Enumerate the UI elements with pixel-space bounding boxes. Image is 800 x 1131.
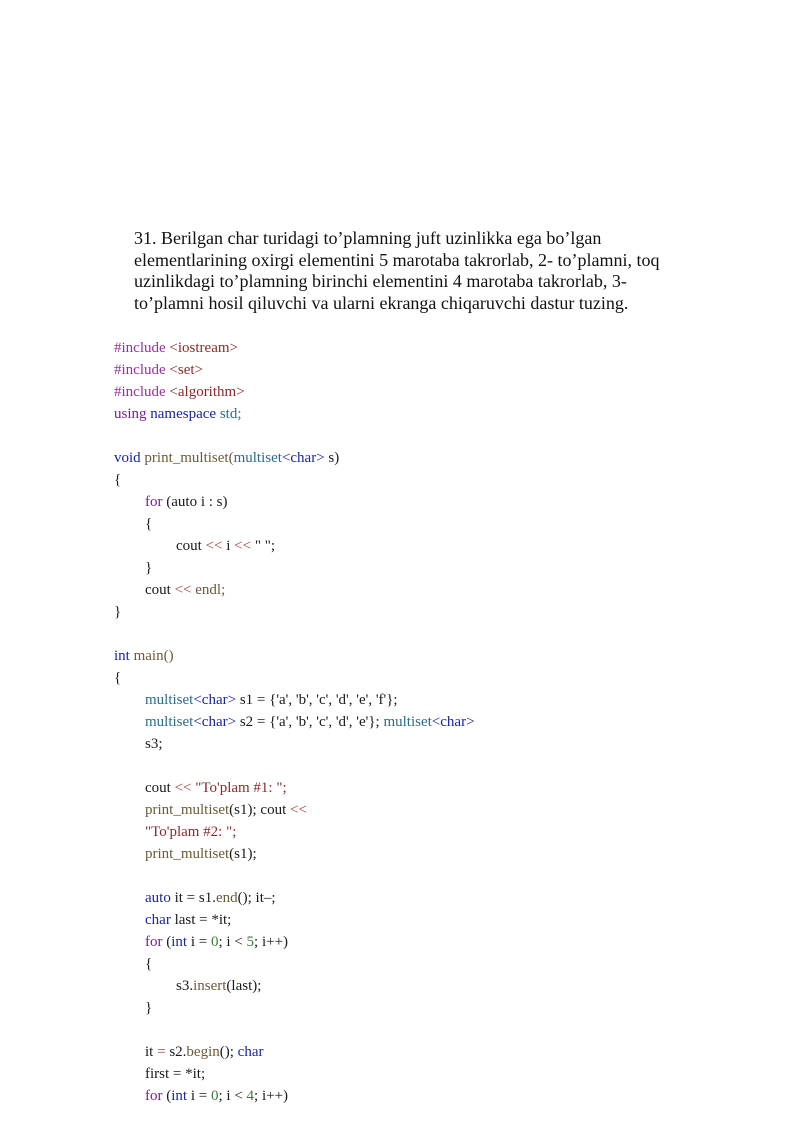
type-name: <char> xyxy=(431,714,475,730)
function-name: print_multiset xyxy=(145,802,230,818)
code-line xyxy=(114,601,475,623)
brace: { xyxy=(145,956,153,972)
code-line xyxy=(114,469,475,491)
code-line xyxy=(114,821,475,843)
code-text: i xyxy=(222,538,235,554)
code-blank-line xyxy=(114,755,475,777)
brace: { xyxy=(114,472,122,488)
type-name: multiset xyxy=(383,714,432,730)
code-text: s1 = {'a', 'b', 'c', 'd', 'e', 'f'}; xyxy=(236,692,398,708)
code-text: " "; xyxy=(251,538,276,554)
code-line xyxy=(114,997,475,1019)
code-line xyxy=(114,1063,475,1085)
code-line xyxy=(114,579,475,601)
operator: << xyxy=(174,780,192,796)
code-line xyxy=(114,667,475,689)
code-line xyxy=(114,1085,475,1107)
type-name: multiset xyxy=(145,692,194,708)
preprocessor-directive: #include xyxy=(114,362,166,378)
keyword: using xyxy=(114,406,147,422)
keyword: void xyxy=(114,450,141,466)
keyword: int xyxy=(114,648,130,664)
code-text: (auto i : s) xyxy=(166,494,228,510)
code-text: ( xyxy=(162,1088,172,1104)
type-name: <char> xyxy=(193,714,237,730)
type-name: multiset xyxy=(233,450,282,466)
code-line xyxy=(114,975,475,997)
code-text: first = *it; xyxy=(145,1066,206,1082)
code-text: ; i < xyxy=(218,934,247,950)
number-literal: 0 xyxy=(210,1088,219,1104)
task-line: to’plamni hosil qiluvchi va ularni ekranga chiqaruvchi dastur tuzing. xyxy=(134,292,629,313)
task-line: 31. Berilgan char turidagi to’plamning juft uzinlikka ega bo’lgan xyxy=(134,228,602,248)
keyword: for xyxy=(145,1088,163,1104)
operator: << xyxy=(174,582,192,598)
code-line xyxy=(114,777,475,799)
operator: << xyxy=(234,538,252,554)
code-blank-line xyxy=(114,623,475,645)
task-statement xyxy=(134,228,694,314)
function-name: main() xyxy=(133,648,174,664)
function-name: insert xyxy=(193,978,227,994)
code-line xyxy=(114,359,475,381)
code-line xyxy=(114,645,475,667)
type-name: <char> xyxy=(281,450,325,466)
code-text: it = s1. xyxy=(170,890,216,906)
code-line xyxy=(114,909,475,931)
code-listing xyxy=(114,337,475,1107)
code-text: s3. xyxy=(176,978,194,994)
keyword: auto xyxy=(145,890,171,906)
code-line xyxy=(114,381,475,403)
code-text: s2. xyxy=(169,1044,187,1060)
keyword: namespace xyxy=(150,406,217,422)
code-text: cout xyxy=(145,780,171,796)
include-header: <iostream> xyxy=(169,340,238,356)
code-line xyxy=(114,799,475,821)
code-line xyxy=(114,887,475,909)
code-line xyxy=(114,535,475,557)
brace: { xyxy=(145,516,153,532)
code-blank-line xyxy=(114,425,475,447)
code-text: i = xyxy=(187,934,211,950)
code-text: cout xyxy=(145,582,171,598)
code-text: it xyxy=(145,1044,154,1060)
code-line xyxy=(114,447,475,469)
code-text: endl; xyxy=(191,582,226,598)
keyword: int xyxy=(171,934,188,950)
function-name: end xyxy=(215,890,238,906)
type-name: <char> xyxy=(193,692,237,708)
task-line: uzinlikdagi to’plamning birinchi elementini 4 marotaba takrorlab, 3- xyxy=(134,271,627,291)
brace: } xyxy=(145,560,153,576)
code-text: cout xyxy=(176,538,202,554)
code-line xyxy=(114,337,475,359)
code-line xyxy=(114,1041,475,1063)
preprocessor-directive: #include xyxy=(114,340,166,356)
keyword: char xyxy=(237,1044,264,1060)
code-line xyxy=(114,733,475,755)
brace: { xyxy=(114,670,122,686)
number-literal: 5 xyxy=(246,934,255,950)
code-line xyxy=(114,491,475,513)
code-text: s) xyxy=(324,450,340,466)
code-text: ( xyxy=(162,934,172,950)
function-name: print_multiset xyxy=(145,846,230,862)
include-header: <set> xyxy=(169,362,203,378)
code-line xyxy=(114,953,475,975)
brace: } xyxy=(145,1000,153,1016)
string-literal: "To'plam #2: "; xyxy=(145,824,237,840)
code-text: s3; xyxy=(145,736,163,752)
number-literal: 4 xyxy=(246,1088,255,1104)
preprocessor-directive: #include xyxy=(114,384,166,400)
code-line xyxy=(114,689,475,711)
code-text: (); xyxy=(219,1044,238,1060)
type-name: multiset xyxy=(145,714,194,730)
number-literal: 0 xyxy=(210,934,219,950)
function-name: print_multiset( xyxy=(144,450,234,466)
code-blank-line xyxy=(114,865,475,887)
code-text: (s1); xyxy=(229,846,257,862)
keyword: for xyxy=(145,934,163,950)
code-text: ; i < xyxy=(218,1088,247,1104)
operator: << xyxy=(290,802,307,818)
code-text: s2 = {'a', 'b', 'c', 'd', 'e'}; xyxy=(236,714,380,730)
code-text: i = xyxy=(187,1088,211,1104)
code-line xyxy=(114,513,475,535)
operator: = xyxy=(153,1044,170,1060)
code-text: (last); xyxy=(226,978,262,994)
keyword: char xyxy=(145,912,171,928)
namespace-name: std; xyxy=(219,406,242,422)
function-name: begin xyxy=(186,1044,220,1060)
code-line xyxy=(114,843,475,865)
keyword: int xyxy=(171,1088,188,1104)
code-line xyxy=(114,557,475,579)
code-text: (s1); cout xyxy=(229,802,287,818)
keyword: for xyxy=(145,494,163,510)
task-line: elementlarining oxirgi elementini 5 marotaba takrorlab, 2- to’plamni, toq xyxy=(134,249,660,270)
code-text: ; i++) xyxy=(254,934,289,950)
operator: << xyxy=(205,538,223,554)
code-text: ; i++) xyxy=(254,1088,289,1104)
include-header: <algorithm> xyxy=(169,384,245,400)
string-literal: "To'plam #1: "; xyxy=(191,780,287,796)
code-blank-line xyxy=(114,1019,475,1041)
code-line xyxy=(114,403,475,425)
code-text: (); it–; xyxy=(237,890,276,906)
code-line xyxy=(114,711,475,733)
brace: } xyxy=(114,604,122,620)
code-line xyxy=(114,931,475,953)
code-text: last = *it; xyxy=(170,912,232,928)
